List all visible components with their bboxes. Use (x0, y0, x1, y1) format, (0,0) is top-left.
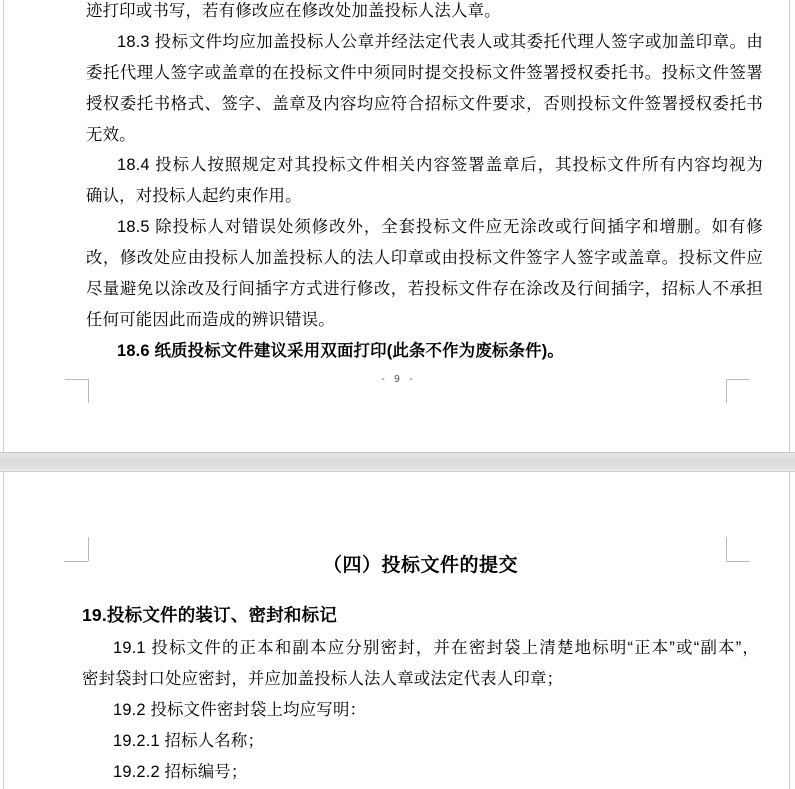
paragraph-line: 18.5 除投标人对错误处须修改外，全套投标文件应无涂改或行间插字和增删。如有修 (117, 218, 763, 237)
clause-19-heading: 19.投标文件的装订、密封和标记 (82, 605, 338, 625)
paragraph-line: 19.2 投标文件密封袋上均应写明： (113, 700, 367, 719)
paragraph-line: 改，修改处应由投标人加盖投标人的法人印章或由投标文件签字人签字或盖章。投标文件应 (86, 249, 763, 268)
paragraph-line: 确认，对投标人起约束作用。 (86, 187, 302, 206)
paragraph-line: 密封袋封口处应密封，并应加盖投标人法人章或法定代表人印章； (82, 669, 564, 688)
margin-corner-mark-bottom-left-h (65, 379, 89, 380)
paragraph-line: 授权委托书格式、签字、盖章及内容均应符合招标文件要求，否则投标文件签署授权委托书 (86, 94, 763, 113)
page-break-gap (0, 452, 795, 472)
clause-18-6-bold-line: 18.6 纸质投标文件建议采用双面打印(此条不作为废标条件)。 (117, 341, 564, 360)
paragraph-line: 18.3 投标文件均应加盖投标人公章并经法定代表人或其委托代理人签字或加盖印章。由 (117, 32, 763, 51)
margin-corner-mark-bottom-right-v (726, 379, 727, 403)
paragraph-line: 无效。 (86, 125, 136, 144)
page-2-body-text (82, 633, 759, 787)
paragraph-line: 迹打印或书写，若有修改应在修改处加盖投标人法人章。 (86, 2, 501, 20)
margin-corner-mark-bottom-left-v (88, 379, 89, 403)
paragraph-line: 委托代理人签字或盖章的在投标文件中须同时提交投标文件签署授权委托书。投标文件签署 (86, 63, 763, 82)
page-1 (3, 0, 790, 452)
margin-corner-mark-bottom-right-h (726, 379, 750, 380)
section-title: （四）投标文件的提交 (322, 555, 518, 576)
page-1-body-text (86, 0, 763, 367)
page-number-footer: - 9 - (379, 374, 416, 385)
paragraph-line: 任何可能因此而造成的辨识错误。 (86, 310, 335, 329)
paragraph-line: 19.1 投标文件的正本和副本应分别密封，并在密封袋上清楚地标明“正本”或“副本”， (113, 639, 759, 657)
paragraph-line: 19.2.2 招标编号； (113, 762, 248, 781)
paragraph-line: 18.4 投标人按照规定对其投标文件相关内容签署盖章后，其投标文件所有内容均视为 (117, 156, 763, 175)
paragraph-line: 19.2.1 招标人名称； (113, 731, 265, 750)
paragraph-line: 尽量避免以涂改及行间插字方式进行修改，若投标文件存在涂改及行间插字，招标人不承担 (86, 280, 763, 299)
